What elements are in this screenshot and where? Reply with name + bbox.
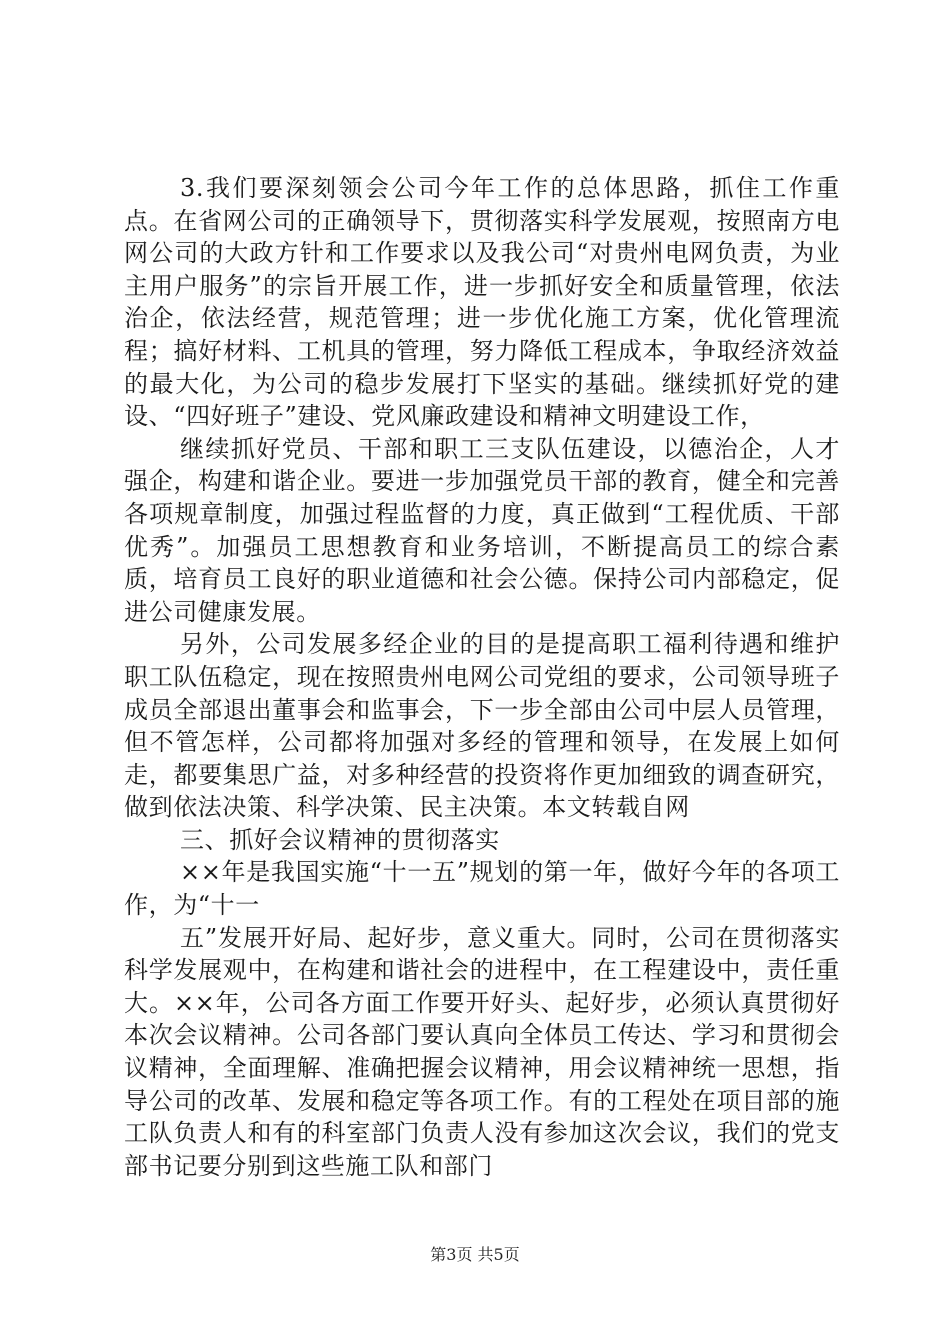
paragraph-work-approach: 3.我们要深刻领会公司今年工作的总体思路，抓住工作重点。在省网公司的正确领导下，贯彻落实科学发展观，按照南方电网公司的大政方针和工作要求以及我公司“对贵州电网负责，为业主用户服务”的宗旨开展工作，进一步抓好安全和质量管理，依法治企，依法经营，规范管理；进一步优化施工方案，优化管理流程；搞好材料、工机具的管理，努力降低工程成本，争取经济效益的最大化，为公司的稳步发展打下坚实的基础。继续抓好党的建设、“四好班子”建设、党风廉政建设和精神文明建设工作， (124, 174, 840, 431)
page-number-footer: 第3页 共5页 (430, 1245, 520, 1264)
paragraph-diversified-business: 另外，公司发展多经企业的目的是提高职工福利待遇和维护职工队伍稳定，现在按照贵州电网公司党组的要求，公司领导班子成员全部退出董事会和监事会，下一步全部由公司中层人员管理，但不管怎样，公司都将加强对多经的管理和领导，在发展上如何走，都要集思广益，对多种经营的投资将作更加细致的调查研究，做到依法决策、科学决策、民主决策。本文转载自网 (124, 630, 840, 822)
paragraph-meeting-spirit: 五”发展开好局、起好步，意义重大。同时，公司在贯彻落实科学发展观中，在构建和谐社会的进程中，在工程建设中，责任重大。××年，公司各方面工作要开好头、起好步，必须认真贯彻好本次会议精神。公司各部门要认真向全体员工传达、学习和贯彻会议精神，全面理解、准确把握会议精神，用会议精神统一思想，指导公司的改革、发展和稳定等各项工作。有的工程处在项目部的施工队负责人和有的科室部门负责人没有参加这次会议，我们的党支部书记要分别到这些施工队和部门 (124, 923, 840, 1180)
section-heading-implementation: 三、抓好会议精神的贯彻落实 (180, 825, 500, 854)
document-body (124, 172, 840, 1182)
paragraph-five-year-plan: ××年是我国实施“十一五”规划的第一年，做好今年的各项工作，为“十一 (124, 858, 840, 920)
paragraph-team-building: 继续抓好党员、干部和职工三支队伍建设，以德治企，人才强企，构建和谐企业。要进一步加强党员干部的教育，健全和完善各项规章制度，加强过程监督的力度，真正做到“工程优质、干部优秀”。加强员工思想教育和业务培训，不断提高员工的综合素质，培育员工良好的职业道德和社会公德。保持公司内部稳定，促进公司健康发展。 (124, 434, 840, 626)
